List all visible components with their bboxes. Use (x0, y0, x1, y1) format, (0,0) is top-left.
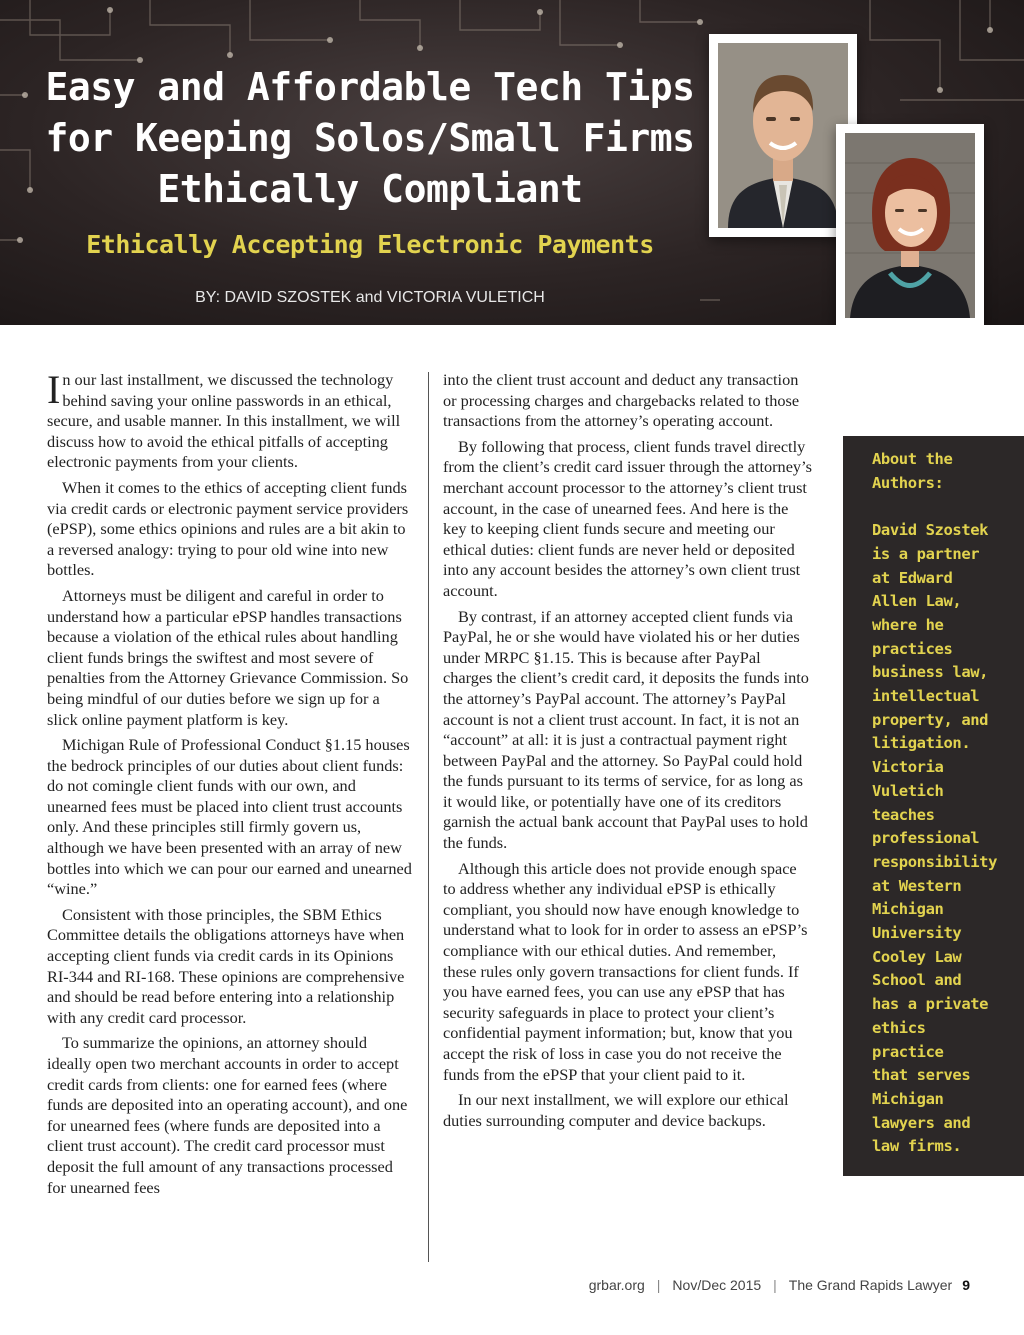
footer-site: grbar.org (588, 1277, 645, 1293)
sidebar-body-line: at Edward (872, 568, 953, 587)
title-line: for Keeping Solos/Small Firms (45, 116, 695, 160)
sidebar-body-line: practice (872, 1042, 944, 1061)
title-line: Ethically Compliant (157, 167, 583, 211)
footer-publication: The Grand Rapids Lawyer (788, 1277, 953, 1293)
sidebar-body-line: lawyers and (872, 1113, 971, 1132)
sidebar-body-line: professional (872, 829, 980, 848)
article-column-2 (443, 370, 813, 1136)
sidebar-heading-line: Authors: (872, 473, 944, 492)
sidebar-body-line: property, and (872, 710, 989, 729)
sidebar-body-line: business law, (872, 663, 989, 682)
author-photo-vuletich (836, 124, 984, 325)
paragraph: When it comes to the ethics of accepting client funds via credit cards or electronic payment service providers (ePSP), some ethics opinions and rules are a bit akin to a reversed analogy: trying to pour old wine into new bottles. (47, 477, 409, 580)
sidebar-heading-line: About the (872, 450, 953, 468)
paragraph: Consistent with those principles, the SBM Ethics Committee details the obligations attorneys have when accepting client funds via credit cards in its Opinions RI-344 and RI-168. These opinions are comprehensive and should be read before entering into a relationship with any credit card processor. (47, 904, 405, 1027)
sidebar-body-line: teaches (872, 805, 935, 824)
paragraph: Attorneys must be diligent and careful in order to understand how a particular ePSP handles transactions because a violation of the ethical rules about handling client funds brings the swiftest and most severe of penalties from the Attorney Grievance Commission. So being mindful of our duties before we sign up for a slick online payment platform is key. (47, 585, 409, 729)
sidebar-spacer (872, 495, 1006, 519)
paragraph-text: n our last installment, we discussed the technology behind saving your online passwords in an ethical, secure, and usable manner. In this installment, we will discuss how to avoid the ethical pitfalls of accepting electronic payments from your clients. (47, 370, 401, 472)
sidebar-body-line: has a private (872, 995, 989, 1014)
about-authors-sidebar (843, 436, 1024, 1176)
paragraph (47, 367, 413, 473)
woman-portrait-icon (845, 133, 975, 318)
sidebar-body-line: where he (872, 615, 944, 634)
paragraph: Although this article does not provide enough space to address whether any individual ePSP is ethically compliant, you should now have enough knowledge to understand what to look for in order to assess an ePSP’s compliance with our ethical duties. And remember, these rules only govern transactions for client funds. If you have earned fees, you can use any ePSP that has security safeguards in place to protect your client’s confidential payment information; but, know that you accept the risk of loss in case you do not receive the funds from the ePSP that your client paid to it. (443, 858, 808, 1084)
paragraph: By following that process, client funds travel directly from the client’s credit card issuer through the attorney’s merchant account processor to the attorney’s client trust account, in the case of unearned fees. And here is the key to keeping client funds secure and meeting our ethical duties: client funds are never held or deposited into any account besides the attorney’s own client trust account. (443, 436, 812, 600)
article-banner (0, 0, 1024, 325)
paragraph: By contrast, if an attorney accepted client funds via PayPal, he or she would have violated his or her duties under MRPC §1.15. This is because after PayPal charges the client’s credit card, it deposits the funds into the attorney’s PayPal account. The attorney’s PayPal account is not a client trust account. In fact, it is not an “account” at all: it is just a contractual payment right between PayPal and the attorney. So PayPal could hold the funds pursuant to its terms of service, for as long as it would like, or potentially have one of its creditors garnish the actual bank account that PayPal uses to hold the funds. (443, 606, 809, 853)
article-subtitle: Ethically Accepting Electronic Payments (86, 230, 654, 259)
footer-separator: | (656, 1277, 661, 1293)
sidebar-body-line: responsibility (872, 852, 998, 871)
sidebar-body (872, 519, 1006, 1159)
sidebar-body-line: law firms. (872, 1137, 962, 1156)
man-portrait-icon (718, 43, 848, 228)
sidebar-body-line: intellectual (872, 687, 980, 706)
paragraph: To summarize the opinions, an attorney should ideally open two merchant accounts in order to accept credit cards from clients: one for earned fees (where funds are deposited into an operating account), and one for unearned fees (where funds are deposited into a client trust account). The credit card processor must deposit the full amount of any transactions processed for unearned fees (47, 1033, 408, 1197)
author-photo-szostek (709, 34, 857, 237)
sidebar-body-line: Allen Law, (872, 592, 962, 611)
footer-separator: | (773, 1277, 777, 1293)
paragraph: In our next installment, we will explore our ethical duties surrounding computer and device backups. (443, 1090, 789, 1130)
paragraph: into the client trust account and deduct any transaction or processing charges and chargebacks related to those transactions from the attorney’s operating account. (443, 370, 800, 431)
paragraph: Michigan Rule of Professional Conduct §1.15 houses the bedrock principles of our duties about client funds: do not comingle client funds with our own, and unearned fees must be placed into client trust accounts only. And these principles still firmly govern us, although we have been presented with an array of new bottles into which we can pour our earned and unearned “wine.” (47, 735, 412, 899)
drop-cap: I (47, 367, 61, 412)
byline: BY: DAVID SZOSTEK and VICTORIA VULETICH (195, 289, 545, 306)
column-divider (428, 372, 429, 1262)
sidebar-body-line: is a partner (872, 544, 980, 563)
sidebar-body-line: David Szostek (872, 521, 989, 540)
title-line: Easy and Affordable Tech Tips (45, 65, 695, 109)
article-column-1 (47, 367, 413, 1203)
page-number: 9 (962, 1277, 970, 1293)
sidebar-body-line: practices (872, 639, 953, 658)
sidebar-body-line: University (872, 924, 962, 943)
sidebar-body-line: Cooley Law (872, 947, 962, 966)
sidebar-body-line: litigation. (872, 734, 971, 753)
footer-issue: Nov/Dec 2015 (672, 1277, 762, 1293)
sidebar-body-line: at Western (872, 876, 962, 895)
sidebar-body-line: ethics (872, 1018, 926, 1037)
article-title (40, 62, 700, 215)
sidebar-body-line: Michigan (872, 1089, 944, 1108)
sidebar-body-line: Vuletich (872, 781, 944, 800)
sidebar-body-line: School and (872, 971, 962, 990)
sidebar-body-line: that serves (872, 1066, 971, 1085)
sidebar-body-line: Michigan (872, 900, 944, 919)
page-footer (0, 1277, 970, 1293)
sidebar-body-line: Victoria (872, 758, 944, 777)
